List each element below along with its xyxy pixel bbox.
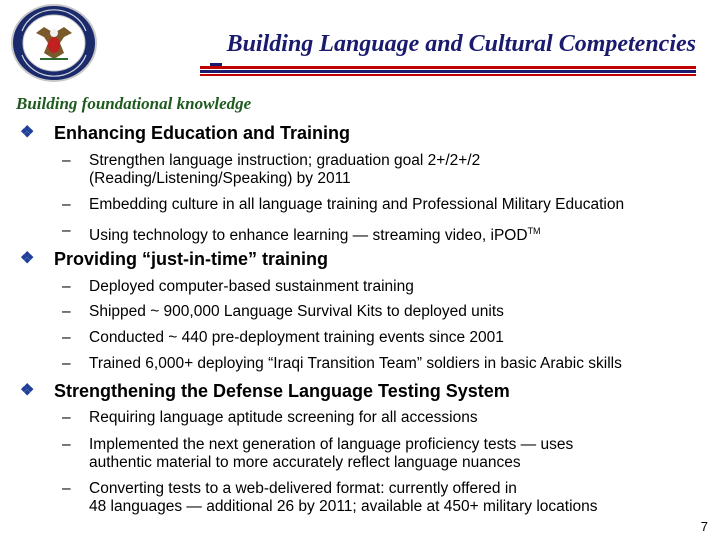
dash-bullet-icon: – [62, 152, 71, 169]
diamond-bullet-icon: ❖ [20, 250, 35, 267]
dash-bullet-icon: – [62, 409, 71, 426]
dash-bullet-icon: – [62, 480, 71, 497]
dash-bullet-icon: – [62, 278, 71, 295]
slide-title: Building Language and Cultural Competencies [226, 31, 696, 57]
sub-bullet-text: Converting tests to a web-delivered format: currently offered in [89, 480, 517, 497]
section-heading-label: Enhancing Education and Training [54, 123, 351, 143]
dash-bullet-icon: – [62, 303, 71, 320]
sub-bullet-text: 48 languages — additional 26 by 2011; available at 450+ military locations [89, 498, 598, 515]
sub-bullet-text: Requiring language aptitude screening for all accessions [89, 409, 478, 426]
section-heading-label: Strengthening the Defense Language Testing System [54, 381, 510, 401]
section-heading-label: Providing “just-in-time” training [54, 249, 328, 269]
sub-bullet-text: Shipped ~ 900,000 Language Survival Kits to deployed units [89, 303, 504, 320]
page-number: 7 [700, 519, 708, 534]
trademark-superscript: TM [527, 226, 541, 236]
sub-bullet-text: (Reading/Listening/Speaking) by 2011 [89, 170, 351, 187]
sub-bullet-text: Conducted ~ 440 pre-deployment training events since 2001 [89, 329, 504, 346]
slide-subtitle: Building foundational knowledge [16, 94, 252, 113]
sub-bullet-text: Implemented the next generation of language proficiency tests — uses [89, 436, 574, 453]
sub-bullet-text: Trained 6,000+ deploying “Iraqi Transition Team” soldiers in basic Arabic skills [89, 355, 622, 372]
diamond-bullet-icon: ❖ [20, 124, 35, 141]
sub-bullet-text: Deployed computer-based sustainment training [89, 278, 414, 295]
dash-bullet-icon: – [62, 355, 71, 372]
diamond-bullet-icon: ❖ [20, 382, 35, 399]
dash-bullet-icon: – [62, 196, 71, 213]
sub-bullet-text: Using technology to enhance learning — streaming video, iPOD™ [89, 226, 541, 245]
dash-bullet-icon: – [62, 222, 71, 239]
dash-bullet-icon: – [62, 436, 71, 453]
sub-bullet-text: Embedding culture in all language training and Professional Military Education [89, 196, 625, 213]
sub-bullet-text: authentic material to more accurately reflect language nuances [89, 454, 521, 471]
sub-bullet-text: Strengthen language instruction; graduation goal 2+/2+/2 [89, 152, 481, 169]
dash-bullet-icon: – [62, 329, 71, 346]
